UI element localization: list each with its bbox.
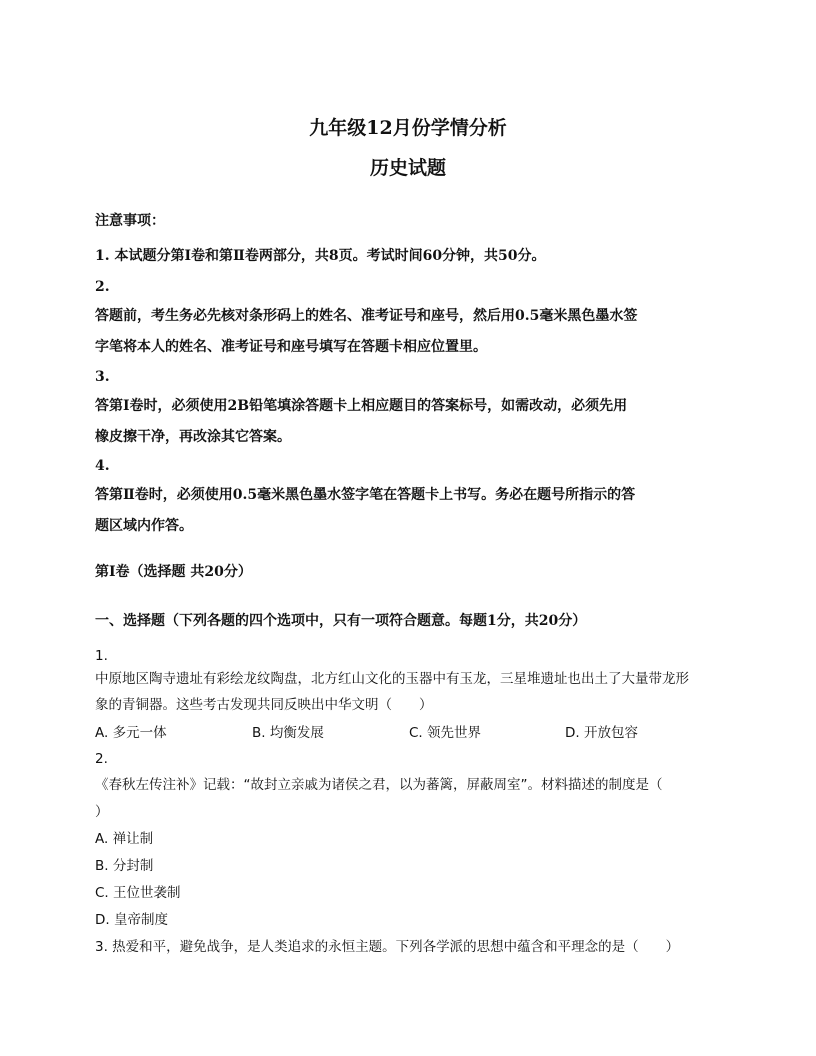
question-number: 1. <box>95 648 108 664</box>
exam-title: 九年级12月份学情分析 <box>309 117 507 139</box>
question-stem-line-1: 中原地区陶寺遗址有彩绘龙纹陶盘，北方红山文化的玉器中有玉龙，三星堆遗址也出土了大量带龙形 <box>95 671 689 687</box>
notice-item-3-line-1: 答第Ⅰ卷时，必须使用2B铅笔填涂答题卡上相应题目的答案标号，如需改动，必须先用 <box>95 398 628 414</box>
notice-item-3-line-2: 橡皮擦干净，再改涂其它答案。 <box>95 429 291 445</box>
question-stem-line-2: 象的青铜器。这些考古发现共同反映出中华文明（ ） <box>95 697 433 713</box>
volume-heading: 第Ⅰ卷（选择题 共20分） <box>95 564 252 580</box>
notice-item-2-number: 2. <box>95 279 110 295</box>
notice-item-4-line-1: 答第Ⅱ卷时，必须使用0.5毫米黑色墨水签字笔在答题卡上书写。务必在题号所指示的答 <box>95 487 636 503</box>
part-heading: 一、选择题（下列各题的四个选项中，只有一项符合题意。每题1分，共20分） <box>95 613 587 629</box>
option-d: D. 开放包容 <box>565 725 638 741</box>
notice-heading: 注意事项： <box>95 213 165 229</box>
question-stem-line-2: ） <box>95 804 109 820</box>
exam-subtitle: 历史试题 <box>369 157 446 179</box>
question-stem-line-1: 3. 热爱和平，避免战争，是人类追求的永恒主题。下列各学派的思想中蕴含和平理念的是（ ） <box>95 939 680 955</box>
option-d: D. 皇帝制度 <box>95 912 168 928</box>
question-stem-line-1: 《春秋左传注补》记载：“故封立亲戚为诸侯之君，以为蕃篱，屏蔽周室”。材料描述的制度是（ <box>95 777 663 793</box>
option-b: B. 分封制 <box>95 858 154 874</box>
question-number: 2. <box>95 751 108 767</box>
option-a: A. 多元一体 <box>95 725 167 741</box>
notice-item-4-number: 4. <box>95 458 110 474</box>
notice-item-4-line-2: 题区域内作答。 <box>95 518 193 534</box>
option-a: A. 禅让制 <box>95 831 154 847</box>
option-c: C. 王位世袭制 <box>95 885 181 901</box>
notice-item-2-line-1: 答题前，考生务必先核对条形码上的姓名、准考证号和座号，然后用0.5毫米黑色墨水签 <box>95 308 638 324</box>
option-c: C. 领先世界 <box>409 725 482 741</box>
notice-item-2-line-2: 字笔将本人的姓名、准考证号和座号填写在答题卡相应位置里。 <box>95 339 487 355</box>
option-b: B. 均衡发展 <box>252 725 324 741</box>
notice-item-3-number: 3. <box>95 369 110 385</box>
notice-item-1: 1. 本试题分第Ⅰ卷和第Ⅱ卷两部分，共8页。考试时间60分钟，共50分。 <box>95 248 546 264</box>
